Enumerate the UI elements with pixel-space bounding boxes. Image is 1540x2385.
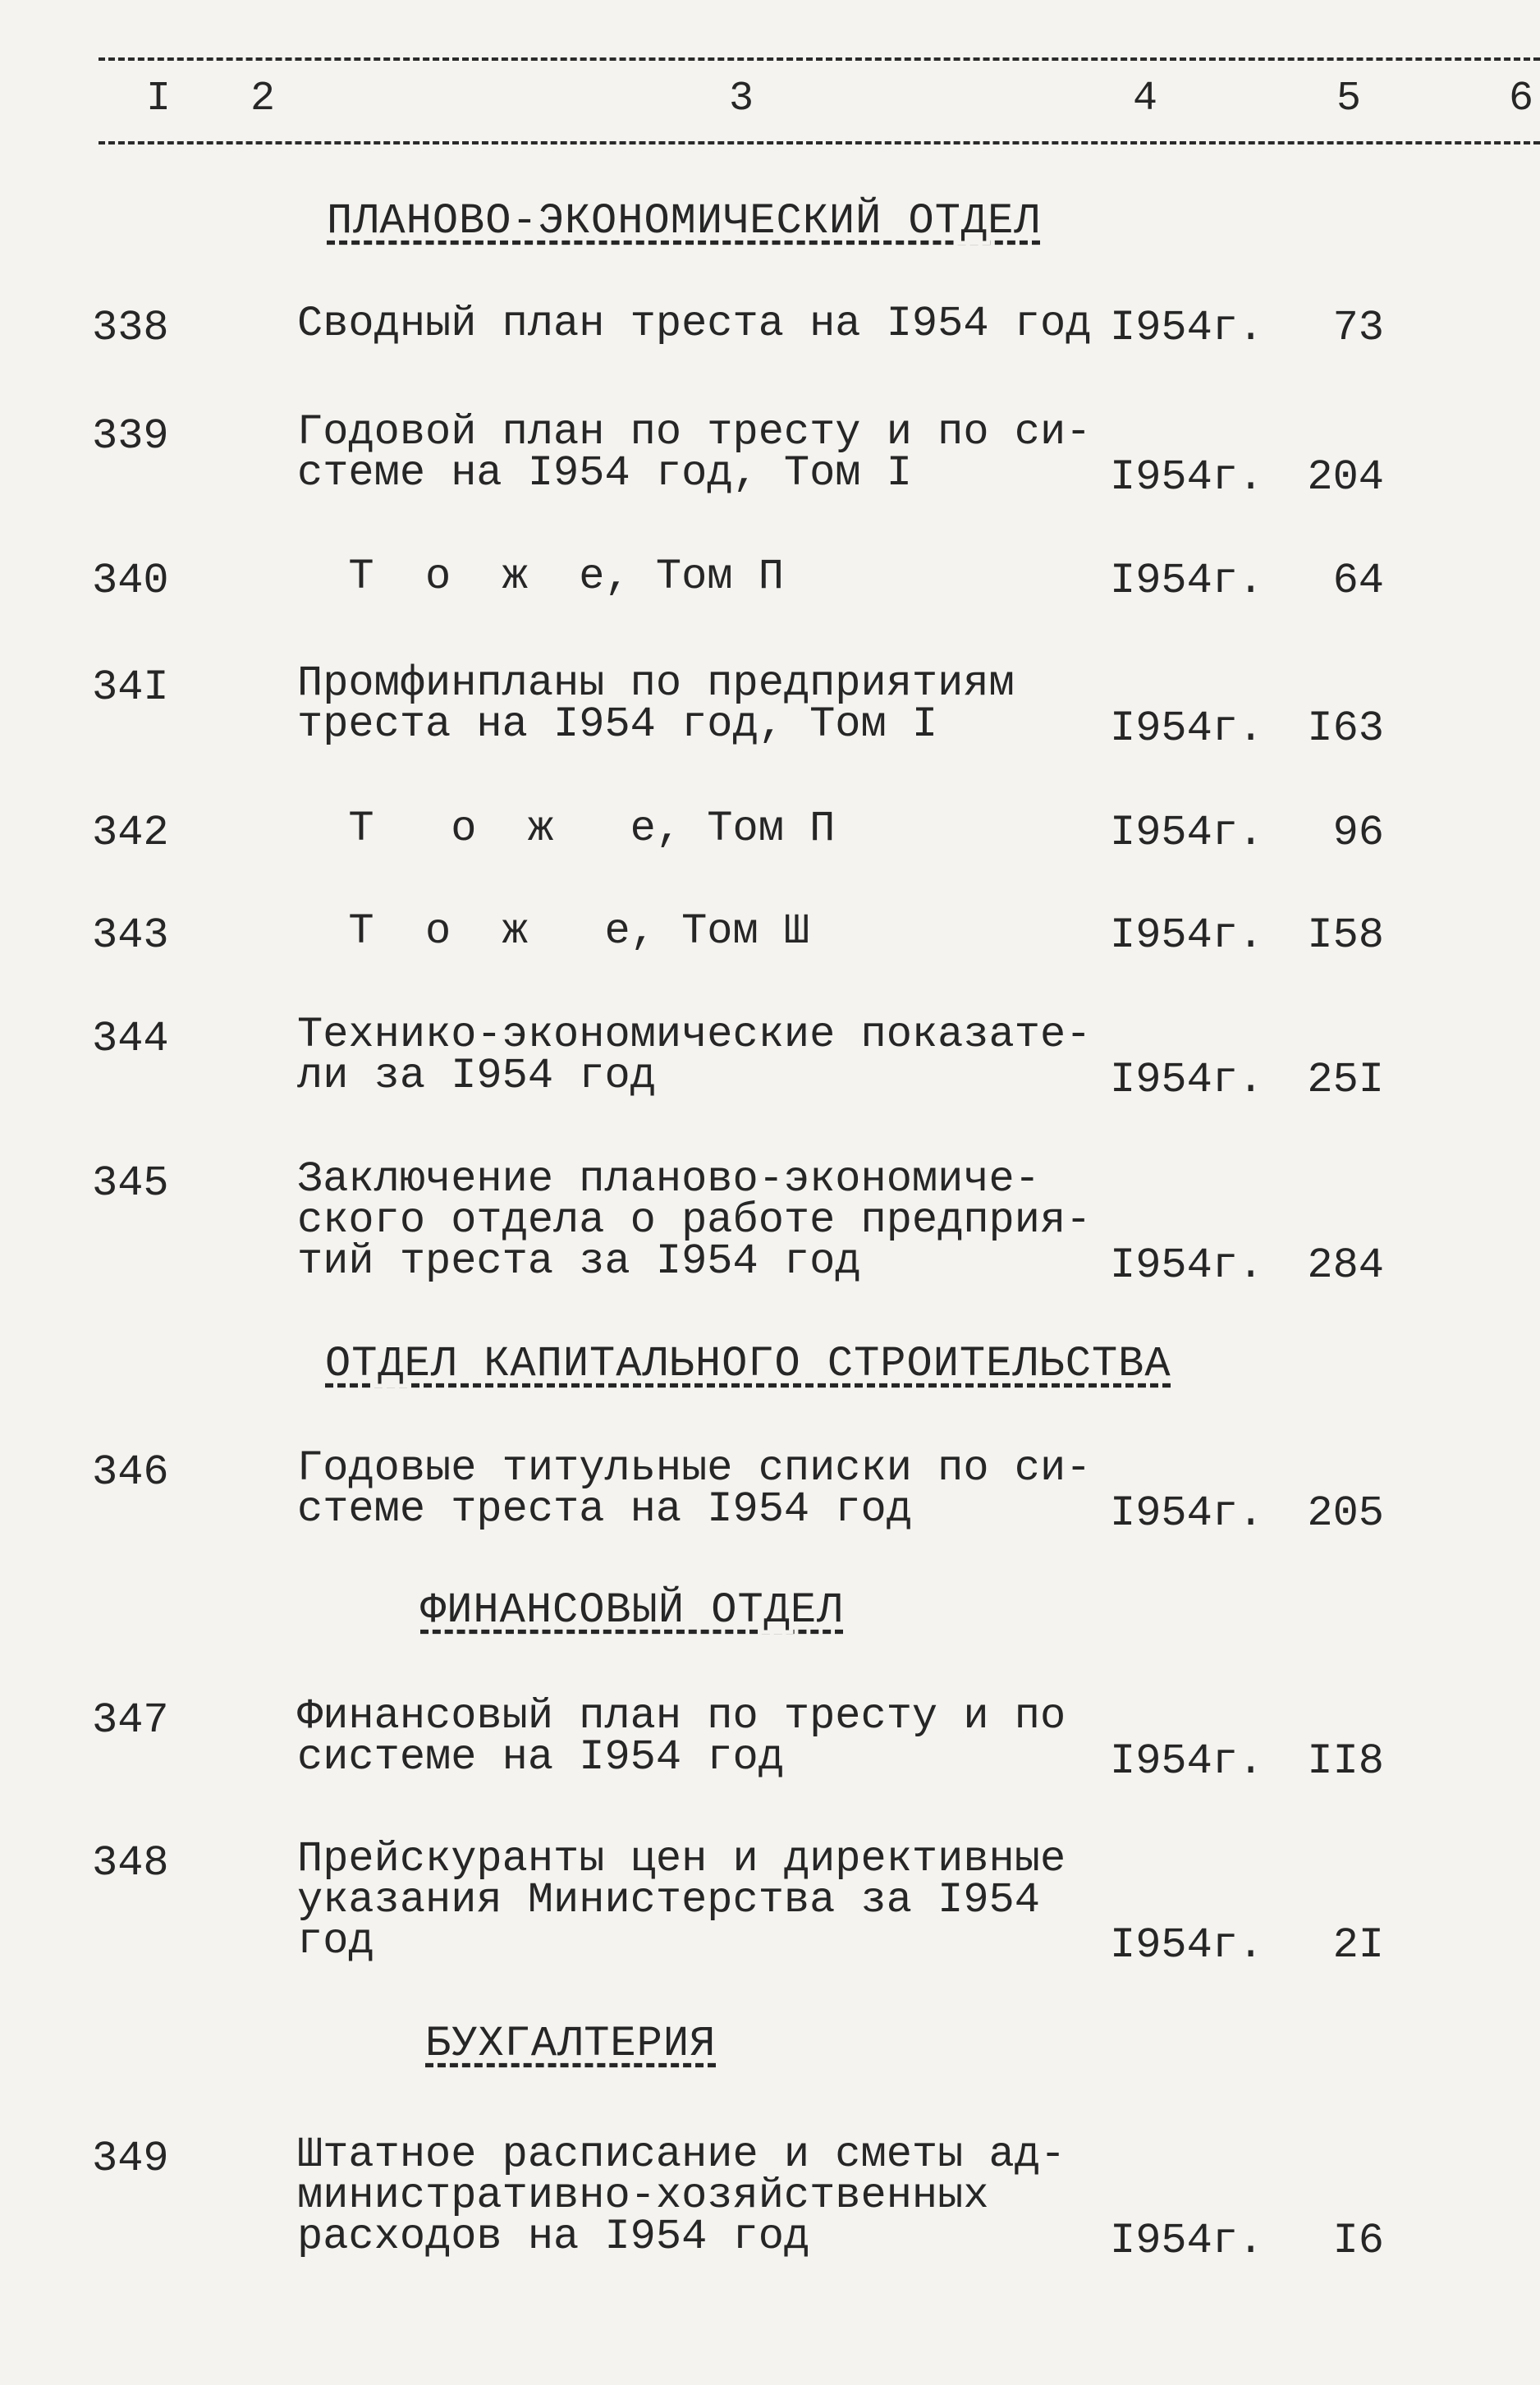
row-description: Годовой план по тресту и по си- стеме на I954 год, Том I [297, 408, 1092, 498]
section-title: ФИНАНСОВЫЙ ОТДЕЛ [420, 1586, 844, 1635]
row-pages: 205 [1307, 1489, 1384, 1538]
row-year: I954г. [1110, 1737, 1264, 1786]
row-pages: I6 [1332, 2217, 1384, 2265]
row-year: I954г. [1110, 809, 1264, 857]
column-number-1: I [146, 76, 172, 122]
row-pages: 73 [1332, 304, 1384, 352]
row-description: Годовые титульные списки по си- стеме треста на I954 год [297, 1444, 1092, 1534]
row-number: 344 [92, 1015, 169, 1063]
row-number: 346 [92, 1448, 169, 1497]
row-pages: I58 [1307, 911, 1384, 960]
row-number: 348 [92, 1839, 169, 1887]
row-description: Заключение планово-экономиче- ского отдела о работе предприя- тий треста за I954 год [297, 1155, 1092, 1286]
row-year: I954г. [1110, 304, 1264, 352]
row-number: 342 [92, 809, 169, 857]
row-year: I954г. [1110, 557, 1264, 605]
column-number-3: 3 [729, 76, 754, 122]
row-number: 34I [92, 663, 169, 712]
row-number: 338 [92, 304, 169, 352]
row-number: 347 [92, 1696, 169, 1745]
row-description: Сводный план треста на I954 год [297, 300, 1092, 348]
row-year: I954г. [1110, 704, 1264, 753]
row-year: I954г. [1110, 911, 1264, 960]
row-pages: II8 [1307, 1737, 1384, 1786]
row-description: Прейскуранты цен и директивные указания Министерства за I954 год [297, 1835, 1066, 1965]
row-pages: 64 [1332, 557, 1384, 605]
row-year: I954г. [1110, 1056, 1264, 1104]
header-bottom-rule [99, 141, 1540, 144]
row-year: I954г. [1110, 1489, 1264, 1538]
row-description: Т о ж е, Том Ш [297, 907, 810, 956]
row-pages: 2I [1332, 1921, 1384, 1970]
row-year: I954г. [1110, 2217, 1264, 2265]
section-title: БУХГАЛТЕРИЯ [425, 2020, 717, 2068]
column-number-5: 5 [1336, 76, 1362, 122]
row-pages: 25I [1307, 1056, 1384, 1104]
row-description: Штатное расписание и сметы ад- министративно-хозяйственных расходов на I954 год [297, 2130, 1066, 2261]
section-title: ОТДЕЛ КАПИТАЛЬНОГО СТРОИТЕЛЬСТВА [325, 1340, 1171, 1388]
column-number-4: 4 [1133, 76, 1158, 122]
row-year: I954г. [1110, 1921, 1264, 1970]
row-pages: 96 [1332, 809, 1384, 857]
row-year: I954г. [1110, 1241, 1264, 1290]
column-number-2: 2 [250, 76, 276, 122]
row-description: Т о ж е, Том П [297, 805, 836, 853]
row-description: Технико-экономические показате- ли за I954 год [297, 1011, 1092, 1100]
section-title: ПЛАНОВО-ЭКОНОМИЧЕСКИЙ ОТДЕЛ [327, 197, 1041, 245]
row-pages: 284 [1307, 1241, 1384, 1290]
row-pages: I63 [1307, 704, 1384, 753]
row-year: I954г. [1110, 453, 1264, 502]
row-number: 349 [92, 2135, 169, 2183]
row-pages: 204 [1307, 453, 1384, 502]
column-number-6: 6 [1509, 76, 1534, 122]
row-description: Промфинпланы по предприятиям треста на I954 год, Том I [297, 659, 1015, 749]
row-number: 343 [92, 911, 169, 960]
row-description: Т о ж е, Том П [297, 553, 784, 601]
row-number: 339 [92, 412, 169, 461]
row-description: Финансовый план по тресту и по системе на I954 год [297, 1692, 1066, 1782]
row-number: 340 [92, 557, 169, 605]
row-number: 345 [92, 1159, 169, 1208]
header-top-rule [99, 57, 1540, 61]
